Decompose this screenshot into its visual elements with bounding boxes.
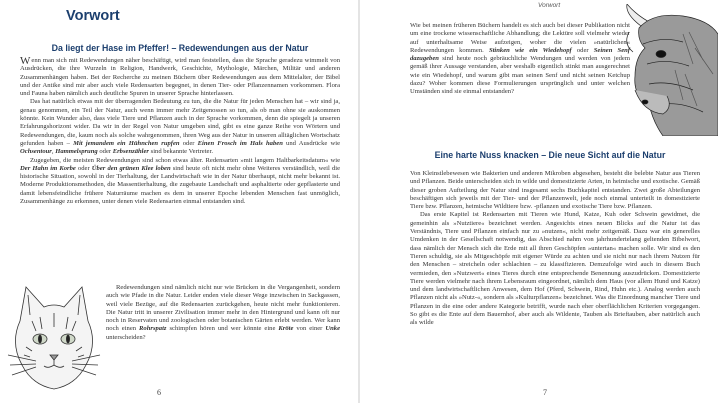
page-number-right: 7 bbox=[543, 388, 547, 397]
paragraph: Das erste Kapitel ist Redensarten mit Tieren wie Hund, Katze, Kuh oder Schwein gewidmet, die gemeinhin als »Nutztiere« bezeichnet werden. Angesichts eines neuen Blicks auf die Natur ist das Verständnis, Tiere und Pflanzen einfach nur zu »nutzen«, nicht mehr zeitgemäß. Dazu war ein generelles Umdenken in der Gesellschaft notwendig, das Abschied nahm von jahrhundertelang geltenden Bibelwort, dass nämlich der Mensch sich die Erde mit all ihren Geschöpfen »untertan« machen solle. Wir sind es den Tieren schuldig, sie als Mitgeschöpfe mit eigener Würde zu achten und sie nicht nur nach ihrem Nutzen für den Menschen – streicheln oder schlachten – zu klassifizieren. Demzufolge wird auch in diesem Buch vermieden, den »Nutzwert« eines Tieres durch eine entsprechende Benennung auszudrücken. Domestizierte Tiere werden vielmehr nach ihrem Lebensraum eingeordnet, nämlich dem Haus (vor allem Hund und Katze) und dem landwirtschaftlichen Anwesen, dem Hof (Pferd, Schwein, Rind, Huhn etc.). Analog werden auch Pflanzen nicht als »Nutz-«, sondern als »Kulturpflanzen« bezeichnet. Was die Einordnung mancher Tiere und Pflanzen in die eine oder andere Kategorie betrifft, wurde nach eher oberflächlichen Kriterien vorgegangen. So gibt es die Ente auf dem Bauernhof, aber auch als Wildente, Tauben als Brieftauben, aber natürlich auch als wilde bbox=[410, 211, 700, 327]
right-body-text-top bbox=[410, 22, 630, 97]
paragraph: Wie bei meinen früheren Büchern handelt es sich auch bei dieser Publikation nicht um eine trockene wissenschaftliche Abhandlung; die Lektüre soll vielmehr wieder auf unterhaltsame Weise aufzeigen, woher die vielen »natürlichen« Redewendungen kommen. Stinken wie ein Wiedehopf oder Seinen Senf dazugeben sind heute noch gebräuchliche Wendungen und werden von jedem gemäß ihrer Aussage verstanden, aber weshalb eigentlich stinkt man ausgerechnet wie ein Wiedehopf, und warum gibt man seinen Senf und nicht seinen Ketchup dazu? Woher kommen diese Formulierungen ursprünglich und unter welchen Umständen sind sie einmal entstanden? bbox=[410, 22, 630, 96]
section-heading-right: Eine harte Nuss knacken – Die neue Sicht auf die Natur bbox=[434, 150, 666, 160]
paragraph: Von Kleinstlebewesen wie Bakterien und anderen Mikroben abgesehen, besteht die belebte Natur aus Tieren und Pflanzen. Beide unterscheiden sich in wilde und domestizierte Arten, in heimische und exotische. Gemäß dieser groben Aufteilung der Natur sind insgesamt sechs Buchkapitel entstanden. Zwei große Abteilungen beschäftigen sich jeweils mit der Tier- und der Pflanzenwelt, jede noch einmal unterteilt in domestizierte Tiere bzw. Pflanzen, heimische Wildtiere bzw. -pflanzen und exotische Tiere bzw. Pflanzen. bbox=[410, 170, 700, 211]
left-page bbox=[0, 0, 358, 403]
paragraph: Zugegeben, die meisten Redewendungen sind schon etwas älter. Redensarten »mit langem Haltbarkeitsdatum« wie Der Hahn im Korbe oder Über den grünen Klee loben sind heute oft nicht mehr ohne Weiteres verständlich, weil die historische Situation, sowohl in der Tierhaltung, der Landwirtschaft wie in der Natur überhaupt, nicht mehr bekannt ist. Moderne Produktionsmethoden, die Massentierhaltung, die zugebaute Landschaft und asphaltierte oder gepflasterte und damit lebensfeindliche frühere Naturräume machen es dem in unserer Epoche lebenden Menschen fast unmöglich, Zusammenhänge zu erkennen, unter denen viele Redensarten einmal entstanden sind. bbox=[20, 156, 341, 206]
cat-illustration bbox=[6, 281, 102, 395]
bull-illustration bbox=[623, 4, 718, 136]
section-heading-left: Da liegt der Hase im Pfeffer! – Redewendungen aus der Natur bbox=[51, 43, 309, 53]
running-head: Vorwort bbox=[538, 2, 561, 9]
paragraph: Das hat natürlich etwas mit der überragenden Bedeutung zu tun, die die Natur für jeden Menschen hat – wir sind ja, genau genommen, ein Teil der Natur, auch wenn immer mehr Zeitgenossen so tun, als ob man ohne sie auskommen könnte. Kein Wunder also, dass viele Tiere und Pflanzen auch in der Sprache vorkommen, denn die spiegelt ja unseren Erfahrungshorizont wider. Da wir in der Regel von Natur umgeben sind, gibt es eine ganze Reihe von Wörtern und Redewendungen, die, kaum noch als solche wahrgenommen, ihren Weg aus der Natur in unseren alltäglichen Wortschatz gefunden haben – Mit jemandem ein Hühnchen rupfen oder Einen Frosch im Hals haben und Ausdrücke wie Ochsentour, Hammelsprung oder Erbsenzähler sind bekannte Vertreter. bbox=[20, 98, 340, 156]
left-body-text bbox=[20, 57, 340, 206]
paragraph: Wenn man sich mit Redewendungen näher beschäftigt, wird man feststellen, dass die Sprache geradezu wimmelt von Ausdrücken, die ihre Wurzeln in Religion, Handwerk, Geschichte, Mythologie, Märchen, Militär und anderen Zusammenhängen haben. Bei der Recherche zu meinen Büchern über Redewendungen aus dem Mittelalter, der Bibel und der Antike sind mir aber auch viele Redensarten begegnet, in denen Tier- oder Pflanzennamen vorkommen. Flora und Fauna haben nämlich auch deutliche Spuren in unserer Sprache hinterlassen. bbox=[20, 55, 340, 98]
right-body-text bbox=[410, 170, 700, 328]
right-page bbox=[360, 0, 720, 403]
page-number-left: 6 bbox=[157, 388, 161, 397]
paragraph: Redewendungen sind nämlich nicht nur wie Brücken in die Vergangenheit, sondern auch wie Pfade in die Natur. Leider enden viele dieser Wege inzwischen in Sackgassen, weil viele Bezüge, auf die Redensarten zurückgehen, heute nicht mehr funktionieren. Die Natur tritt in unserer Zivilisation immer mehr in den Hintergrund und kann oft nur noch in Reservaten und zoologischen oder botanischen Gärten erlebt werden. Wer kann noch einen Rohrspatz schimpfen hören und wer könnte eine Kröte von einer Unke unterscheiden? bbox=[106, 284, 340, 341]
chapter-title: Vorwort bbox=[66, 8, 120, 24]
drop-cap: W bbox=[20, 55, 31, 67]
left-body-text-wrapped bbox=[106, 284, 340, 342]
